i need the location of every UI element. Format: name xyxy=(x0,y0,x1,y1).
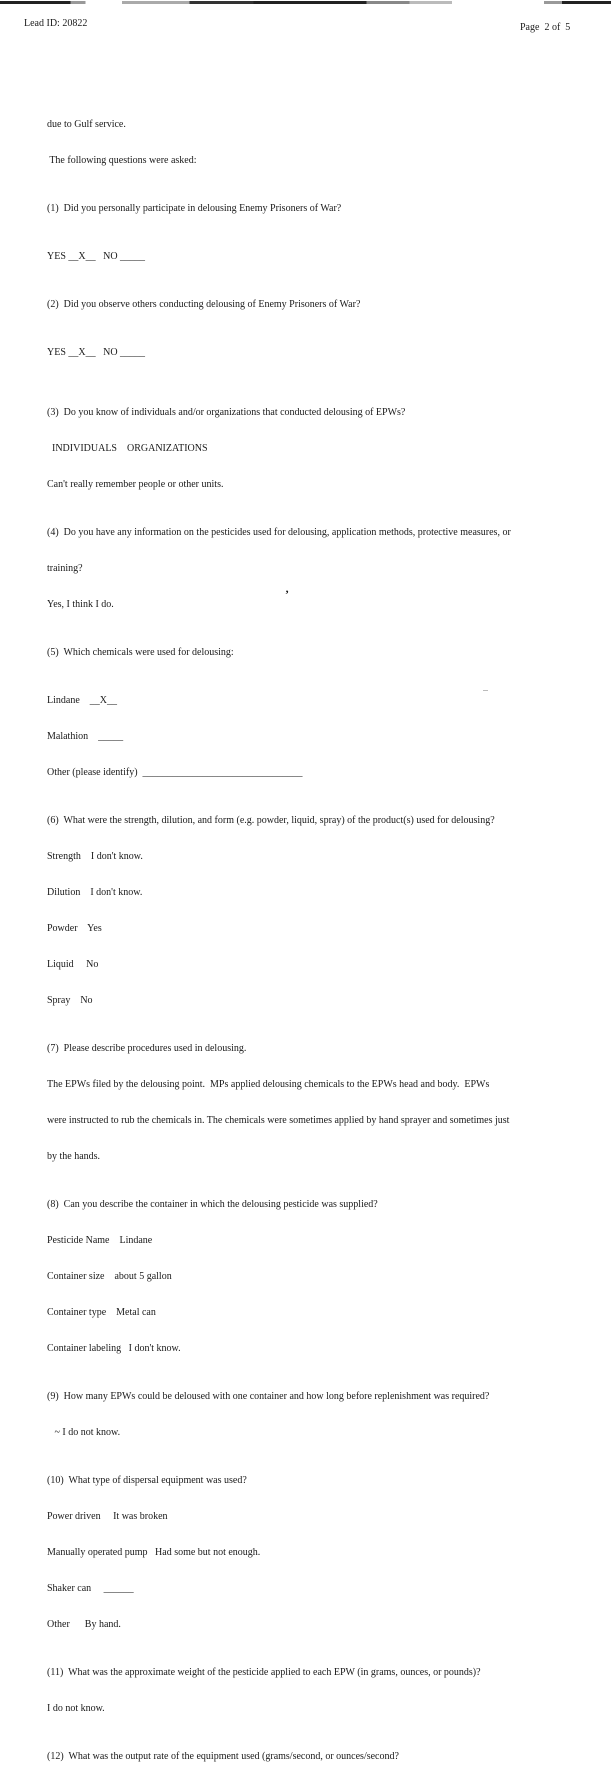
question-8-container-type: Container type Metal can xyxy=(47,1307,156,1318)
question-12: (12) What was the output rate of the equipment used (grams/second, or ounces/second? xyxy=(47,1751,399,1762)
question-6-dilution: Dilution I don't know. xyxy=(47,887,143,898)
question-9-answer: ~ I do not know. xyxy=(47,1427,121,1438)
question-6-spray: Spray No xyxy=(47,995,93,1006)
intro-line-1: due to Gulf service. xyxy=(47,119,126,130)
question-7: (7) Please describe procedures used in delousing. xyxy=(47,1043,247,1054)
question-1-answer: YES __X__ NO _____ xyxy=(47,251,146,262)
question-10-other: Other By hand. xyxy=(47,1619,121,1630)
question-11: (11) What was the approximate weight of the pesticide applied to each EPW (in grams, ounces, or pounds)? xyxy=(47,1667,481,1678)
intro-line-2: The following questions were asked: xyxy=(47,155,197,166)
question-6-strength: Strength I don't know. xyxy=(47,851,143,862)
question-5-option-lindane: Lindane __X__ xyxy=(47,695,117,706)
question-8-pesticide-name: Pesticide Name Lindane xyxy=(47,1235,153,1246)
question-2-answer: YES __X__ NO _____ xyxy=(47,347,146,358)
header-lead-id: Lead ID: 20822 xyxy=(24,18,88,29)
question-7-answer-line-3: by the hands. xyxy=(47,1151,101,1162)
scan-artifact-dot xyxy=(483,690,488,691)
document-body xyxy=(47,95,607,1787)
question-10: (10) What type of dispersal equipment was used? xyxy=(47,1475,247,1486)
question-10-manual-pump: Manually operated pump Had some but not enough. xyxy=(47,1547,261,1558)
question-10-power-driven: Power driven It was broken xyxy=(47,1511,168,1522)
question-5-option-malathion: Malathion _____ xyxy=(47,731,124,742)
question-10-shaker-can: Shaker can ______ xyxy=(47,1583,134,1594)
question-7-answer-line-2: were instructed to rub the chemicals in. The chemicals were sometimes applied by hand sprayer and sometimes just xyxy=(47,1115,510,1126)
question-4-answer: Yes, I think I do. xyxy=(47,599,114,610)
question-7-answer-line-1: The EPWs filed by the delousing point. MPs applied delousing chemicals to the EPWs head and body. EPWs xyxy=(47,1079,490,1090)
question-9: (9) How many EPWs could be deloused with one container and how long before replenishment was required? xyxy=(47,1391,490,1402)
question-5: (5) Which chemicals were used for delousing: xyxy=(47,647,234,658)
question-3-subheading: INDIVIDUALS ORGANIZATIONS xyxy=(47,443,208,454)
question-6-liquid: Liquid No xyxy=(47,959,99,970)
question-2: (2) Did you observe others conducting delousing of Enemy Prisoners of War? xyxy=(47,299,361,310)
question-4-continued: training? xyxy=(47,563,83,574)
question-3-answer: Can't really remember people or other units. xyxy=(47,479,224,490)
question-4: (4) Do you have any information on the pesticides used for delousing, application methods, protective measures, or xyxy=(47,527,511,538)
question-8-container-labeling: Container labeling I don't know. xyxy=(47,1343,181,1354)
scan-artifact-mark: ’ xyxy=(285,587,289,601)
question-8-container-size: Container size about 5 gallon xyxy=(47,1271,172,1282)
scan-edge-artifact xyxy=(0,1,611,4)
question-6-powder: Powder Yes xyxy=(47,923,102,934)
header-page-number: Page 2 of 5 xyxy=(520,22,571,33)
question-5-option-other: Other (please identify) ________________________________ xyxy=(47,767,303,778)
question-8: (8) Can you describe the container in which the delousing pesticide was supplied? xyxy=(47,1199,378,1210)
question-3: (3) Do you know of individuals and/or organizations that conducted delousing of EPWs? xyxy=(47,407,406,418)
question-11-answer: I do not know. xyxy=(47,1703,105,1714)
question-6: (6) What were the strength, dilution, and form (e.g. powder, liquid, spray) of the product(s) used for delousing? xyxy=(47,815,495,826)
question-1: (1) Did you personally participate in delousing Enemy Prisoners of War? xyxy=(47,203,342,214)
